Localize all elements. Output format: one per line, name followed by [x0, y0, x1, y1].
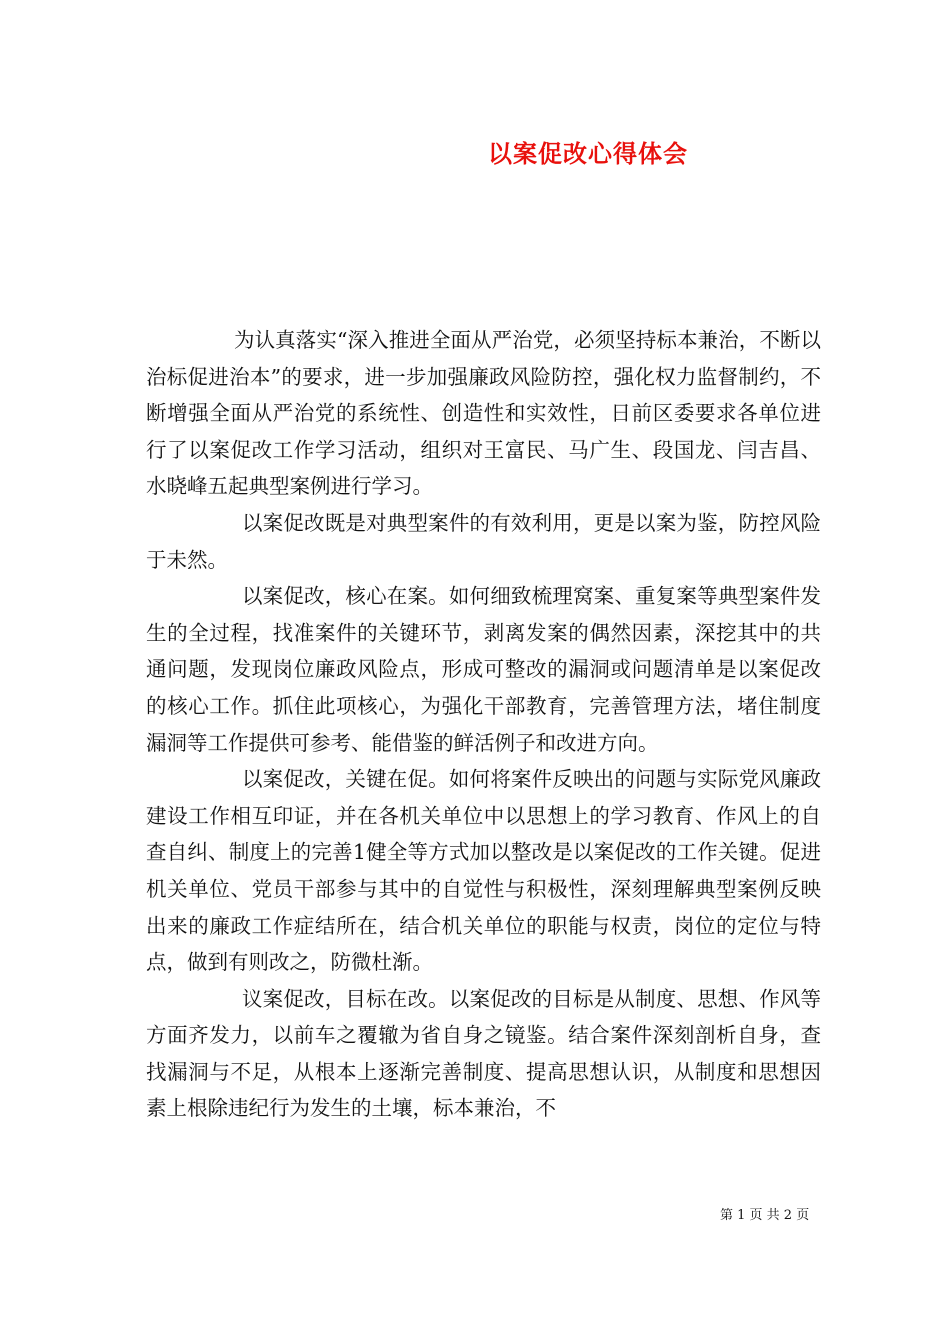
paragraph-2: 以案促改既是对典型案件的有效利用，更是以案为鉴，防控风险于未然。 [146, 510, 821, 572]
document-title: 以案促改心得体会 [488, 139, 688, 168]
document-body [146, 322, 821, 1127]
paragraph-1: 为认真落实“深入推进全面从严治党，必须坚持标本兼治，不断以治标促进治本”的要求，进一步加强廉政风险防控，强化权力监督制约，不断增强全面从严治党的系统性、创造性和实效性，日前区委要求各单位进行了以案促改工作学习活动，组织对王富民、马广生、段国龙、闫吉昌、水晓峰五起典型案例进行学习。 [146, 328, 821, 499]
paragraph-5: 议案促改，目标在改。以案促改的目标是从制度、思想、作风等方面齐发力，以前车之覆辙为省自身之镜鉴。结合案件深刻剖析自身，查找漏洞与不足，从根本上逐渐完善制度、提高思想认识，从制度和思想因素上根除违纪行为发生的土壤，标本兼治，不 [146, 986, 821, 1121]
paragraph-3: 以案促改，核心在案。如何细致梳理窝案、重复案等典型案件发生的全过程，找准案件的关键环节，剥离发案的偶然因素，深挖其中的共通问题，发现岗位廉政风险点，形成可整改的漏洞或问题清单是以案促改的核心工作。抓住此项核心，为强化干部教育，完善管理方法，堵住制度漏洞等工作提供可参考、能借鉴的鲜活例子和改进方向。 [146, 584, 821, 755]
paragraph-4: 以案促改，关键在促。如何将案件反映出的问题与实际党风廉政建设工作相互印证，并在各机关单位中以思想上的学习教育、作风上的自查自纠、制度上的完善1健全等方式加以整改是以案促改的工作关键。促进机关单位、党员干部参与其中的自觉性与积极性，深刻理解典型案例反映出来的廉政工作症结所在，结合机关单位的职能与权责，岗位的定位与特点，做到有则改之，防微杜渐。 [146, 767, 821, 975]
page-number: 第 1 页 共 2 页 [720, 1208, 810, 1223]
